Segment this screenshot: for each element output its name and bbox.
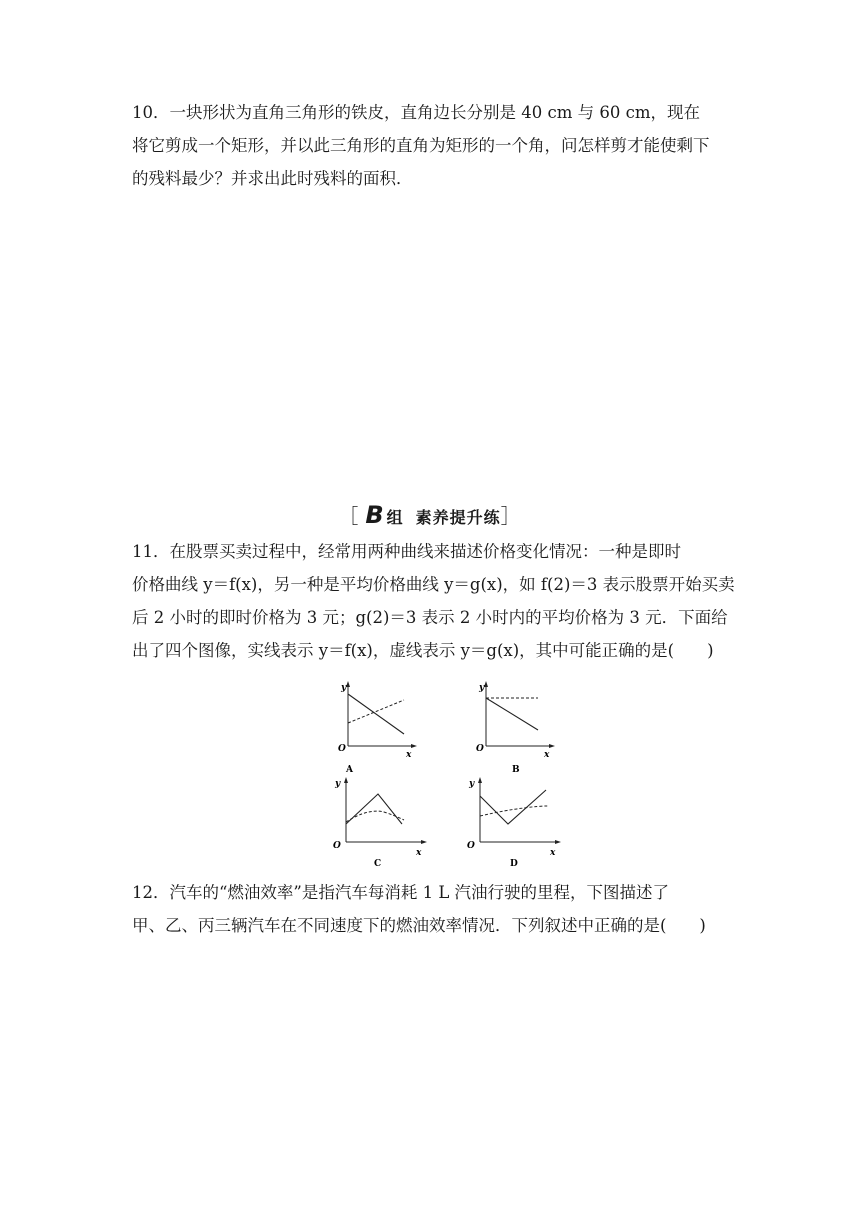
section-header [0, 500, 860, 529]
question-10-line-3: 的残料最少？并求出此时残料的面积． [132, 169, 413, 188]
graph-b [470, 678, 560, 778]
question-11 [132, 535, 735, 667]
question-11-line-2: 价格曲线 y＝f(x)，另一种是平均价格曲线 y＝g(x)，如 f(2)＝3 表示股票开始买卖 [132, 575, 735, 594]
question-12-line-1: 12．汽车的“燃油效率”是指汽车每消耗 1 L 汽油行驶的里程，下图描述了 [132, 883, 670, 902]
graph-a [332, 678, 422, 778]
question-10-line-1: 10．一块形状为直角三角形的铁皮，直角边长分别是 40 cm 与 60 cm，现在 [132, 103, 700, 122]
graph-c-origin: O [333, 841, 341, 851]
graph-a-y-label: y [341, 683, 347, 693]
question-12 [132, 876, 732, 942]
graph-c-x-label: x [416, 848, 422, 858]
question-11-line-3: 后 2 小时的即时价格为 3 元；g(2)＝3 表示 2 小时内的平均价格为 3 元．下面给 [132, 608, 728, 627]
section-letter: B [365, 501, 385, 529]
dashed-curve-g [346, 811, 404, 822]
graph-c-y-label: y [335, 779, 341, 789]
question-11-line-1: 11．在股票买卖过程中，经常用两种曲线来描述价格变化情况：一种是即时 [132, 542, 681, 561]
graph-d-y-label: y [469, 779, 475, 789]
question-12-line-2: 甲、乙、丙三辆汽车在不同速度下的燃油效率情况．下列叙述中正确的是( ) [132, 916, 706, 935]
graph-b-label: B [512, 765, 520, 775]
dashed-curve-g [348, 700, 404, 723]
section-title: 素养提升练 [415, 508, 501, 527]
solid-curve-f [486, 698, 538, 730]
graph-b-x-label: x [544, 750, 550, 760]
solid-curve-f [346, 794, 402, 824]
graph-a-origin: O [338, 744, 346, 754]
section-group-label: 组 [386, 508, 404, 527]
dashed-curve-g [480, 806, 548, 816]
solid-curve-f [348, 694, 404, 734]
graph-d-label: D [510, 859, 518, 869]
graph-d-origin: O [467, 841, 475, 851]
section-bracket-open: ［ [338, 504, 360, 528]
graph-c [332, 774, 432, 870]
graph-b-y-label: y [479, 683, 485, 693]
graph-a-x-label: x [406, 750, 412, 760]
graph-d-x-label: x [550, 848, 556, 858]
graph-b-origin: O [476, 744, 484, 754]
question-10 [132, 96, 732, 195]
graph-a-label: A [346, 765, 353, 775]
graph-d [466, 774, 566, 870]
section-bracket-close: ］ [500, 504, 522, 528]
graph-c-label: C [374, 859, 382, 869]
question-11-line-4: 出了四个图像，实线表示 y＝f(x)，虚线表示 y＝g(x)，其中可能正确的是( ) [132, 641, 714, 660]
question-10-line-2: 将它剪成一个矩形，并以此三角形的直角为矩形的一个角，问怎样剪才能使剩下 [132, 136, 710, 155]
